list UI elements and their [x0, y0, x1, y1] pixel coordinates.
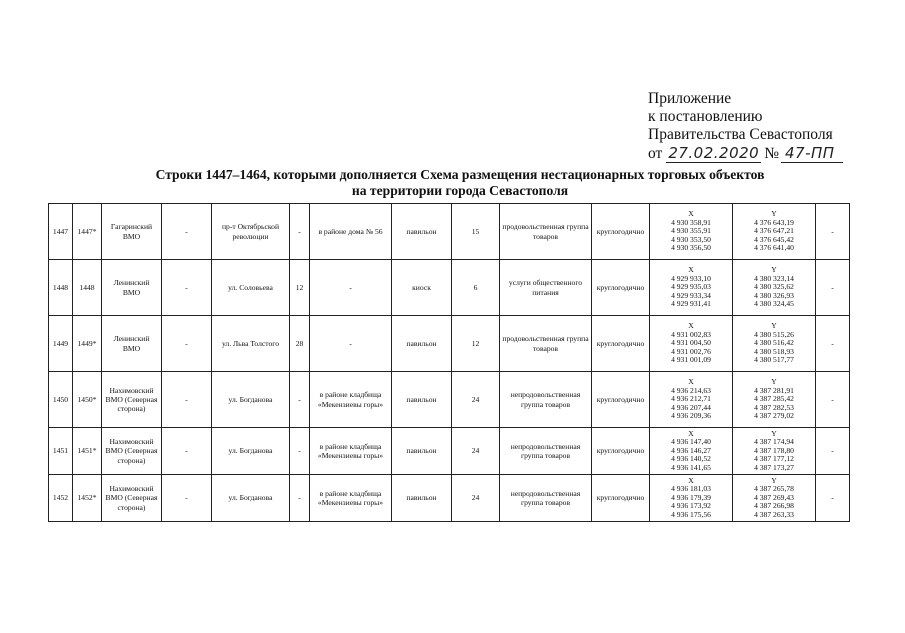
period-cell: круглогодично	[592, 204, 650, 260]
y-coordinate-value: 4 387 282,53	[754, 402, 794, 412]
y-coordinates-cell	[733, 316, 816, 372]
period-cell: круглогодично	[592, 372, 650, 428]
y-coordinate-value: 4 387 266,98	[754, 501, 794, 511]
note-cell: -	[816, 475, 850, 522]
specialization-cell: продовольственная группа товаров	[500, 204, 592, 260]
empty-column-cell: -	[162, 204, 212, 260]
note-cell: -	[816, 204, 850, 260]
table-row	[49, 475, 850, 522]
location-cell: в районе кладбища «Мекензиевы горы»	[310, 475, 392, 522]
street-cell: пр-т Октябрьской революции	[212, 204, 290, 260]
specialization-cell: непродовольственная группа товаров	[500, 428, 592, 475]
object-id-cell: 1448	[73, 260, 102, 316]
handwritten-number: 47-ПП	[781, 144, 843, 163]
appendix-date-line	[648, 144, 843, 163]
date-prefix: от	[648, 145, 663, 162]
x-coordinate-value: 4 936 209,36	[671, 411, 711, 421]
objects-table	[48, 203, 850, 522]
area-cell: 12	[452, 316, 500, 372]
note-cell: -	[816, 260, 850, 316]
y-coordinates-cell	[733, 428, 816, 475]
table-row	[49, 204, 850, 260]
note-cell: -	[816, 428, 850, 475]
note-cell: -	[816, 372, 850, 428]
y-coordinate-value: 4 387 265,78	[754, 484, 794, 494]
location-cell: в районе кладбища «Мекензиевы горы»	[310, 372, 392, 428]
street-cell: ул. Богданова	[212, 372, 290, 428]
house-number-cell: -	[290, 204, 310, 260]
x-coordinates-cell	[650, 428, 733, 475]
document-title	[120, 167, 800, 199]
house-number-cell: 28	[290, 316, 310, 372]
x-coordinates-cell	[650, 372, 733, 428]
period-cell: круглогодично	[592, 475, 650, 522]
x-coordinates-cell	[650, 316, 733, 372]
empty-column-cell: -	[162, 428, 212, 475]
row-number-cell: 1449	[49, 316, 73, 372]
title-line-1: Строки 1447–1464, которыми дополняется Схема размещения нестационарных торговых объектов	[155, 167, 765, 182]
x-coordinate-value: 4 931 002,83	[671, 329, 711, 339]
area-cell: 6	[452, 260, 500, 316]
x-coordinate-value: 4 929 933,34	[671, 290, 711, 300]
appendix-line-2: к постановлению	[648, 108, 763, 125]
x-coordinate-label: X	[688, 265, 694, 275]
house-number-cell: -	[290, 372, 310, 428]
x-coordinate-value: 4 936 140,52	[671, 454, 711, 464]
x-coordinate-value: 4 936 175,56	[671, 509, 711, 519]
y-coordinate-value: 4 387 269,43	[754, 492, 794, 502]
location-cell: -	[310, 316, 392, 372]
title-line-2: на территории города Севастополя	[351, 183, 569, 198]
district-cell: Ленинский ВМО	[102, 260, 162, 316]
area-cell: 15	[452, 204, 500, 260]
y-coordinate-label: Y	[771, 428, 777, 438]
empty-column-cell: -	[162, 316, 212, 372]
object-id-cell: 1447*	[73, 204, 102, 260]
x-coordinates-cell	[650, 260, 733, 316]
y-coordinate-label: Y	[771, 265, 777, 275]
appendix-line-1: Приложение	[648, 90, 732, 107]
y-coordinates-cell	[733, 204, 816, 260]
y-coordinates-cell	[733, 260, 816, 316]
y-coordinate-value: 4 380 323,14	[754, 273, 794, 283]
location-cell: -	[310, 260, 392, 316]
location-cell: в районе дома № 56	[310, 204, 392, 260]
object-type-cell: павильон	[392, 372, 452, 428]
appendix-line-3: Правительства Севастополя	[648, 126, 833, 143]
x-coordinate-value: 4 936 146,27	[671, 445, 711, 455]
x-coordinate-value: 4 936 179,39	[671, 492, 711, 502]
district-cell: Нахимовский ВМО (Северная сторона)	[102, 428, 162, 475]
y-coordinate-value: 4 387 173,27	[754, 462, 794, 472]
street-cell: ул. Богданова	[212, 428, 290, 475]
x-coordinate-value: 4 936 207,44	[671, 402, 711, 412]
y-coordinate-value: 4 387 281,91	[754, 385, 794, 395]
row-number-cell: 1450	[49, 372, 73, 428]
y-coordinates-cell	[733, 475, 816, 522]
location-cell: в районе кладбища «Мекензиевы горы»	[310, 428, 392, 475]
period-cell: круглогодично	[592, 260, 650, 316]
x-coordinate-value: 4 936 141,65	[671, 462, 711, 472]
area-cell: 24	[452, 428, 500, 475]
y-coordinate-value: 4 376 643,19	[754, 217, 794, 227]
house-number-cell: 12	[290, 260, 310, 316]
x-coordinate-value: 4 931 004,50	[671, 338, 711, 348]
specialization-cell: продовольственная группа товаров	[500, 316, 592, 372]
x-coordinates-cell	[650, 204, 733, 260]
appendix-block	[648, 90, 843, 163]
x-coordinate-value: 4 931 002,76	[671, 346, 711, 356]
x-coordinate-value: 4 930 353,50	[671, 234, 711, 244]
street-cell: ул. Богданова	[212, 475, 290, 522]
x-coordinate-value: 4 929 933,10	[671, 273, 711, 283]
y-coordinate-value: 4 380 518,93	[754, 346, 794, 356]
y-coordinate-label: Y	[771, 475, 777, 485]
object-id-cell: 1452*	[73, 475, 102, 522]
x-coordinate-value: 4 930 356,50	[671, 243, 711, 253]
object-type-cell: павильон	[392, 204, 452, 260]
x-coordinate-value: 4 929 931,41	[671, 299, 711, 309]
table-row	[49, 372, 850, 428]
x-coordinates-cell	[650, 475, 733, 522]
x-coordinate-value: 4 936 214,63	[671, 385, 711, 395]
street-cell: ул. Соловьева	[212, 260, 290, 316]
empty-column-cell: -	[162, 475, 212, 522]
y-coordinate-value: 4 376 645,42	[754, 234, 794, 244]
specialization-cell: непродовольственная группа товаров	[500, 475, 592, 522]
y-coordinate-value: 4 387 279,02	[754, 411, 794, 421]
area-cell: 24	[452, 372, 500, 428]
district-cell: Нахимовский ВМО (Северная сторона)	[102, 372, 162, 428]
row-number-cell: 1452	[49, 475, 73, 522]
object-id-cell: 1451*	[73, 428, 102, 475]
y-coordinate-value: 4 380 324,45	[754, 299, 794, 309]
number-label: №	[764, 145, 780, 162]
x-coordinate-value: 4 936 173,92	[671, 501, 711, 511]
y-coordinate-value: 4 387 177,12	[754, 454, 794, 464]
y-coordinate-label: Y	[771, 377, 777, 387]
x-coordinate-label: X	[688, 209, 694, 219]
x-coordinate-value: 4 930 358,91	[671, 217, 711, 227]
x-coordinate-value: 4 936 212,71	[671, 394, 711, 404]
y-coordinate-value: 4 376 641,40	[754, 243, 794, 253]
y-coordinate-value: 4 376 647,21	[754, 226, 794, 236]
x-coordinate-value: 4 936 181,03	[671, 484, 711, 494]
note-cell: -	[816, 316, 850, 372]
y-coordinate-value: 4 387 178,80	[754, 445, 794, 455]
table-row	[49, 428, 850, 475]
period-cell: круглогодично	[592, 316, 650, 372]
y-coordinate-value: 4 380 515,26	[754, 329, 794, 339]
y-coordinates-cell	[733, 372, 816, 428]
object-type-cell: павильон	[392, 316, 452, 372]
object-id-cell: 1450*	[73, 372, 102, 428]
x-coordinate-label: X	[688, 428, 694, 438]
x-coordinate-value: 4 929 935,03	[671, 282, 711, 292]
x-coordinate-value: 4 931 001,09	[671, 355, 711, 365]
district-cell: Ленинский ВМО	[102, 316, 162, 372]
table-row	[49, 316, 850, 372]
y-coordinate-value: 4 380 516,42	[754, 338, 794, 348]
y-coordinate-value: 4 387 174,94	[754, 437, 794, 447]
x-coordinate-value: 4 936 147,40	[671, 437, 711, 447]
object-type-cell: павильон	[392, 428, 452, 475]
street-cell: ул. Льва Толстого	[212, 316, 290, 372]
x-coordinate-label: X	[688, 321, 694, 331]
object-type-cell: киоск	[392, 260, 452, 316]
y-coordinate-value: 4 380 325,62	[754, 282, 794, 292]
empty-column-cell: -	[162, 260, 212, 316]
row-number-cell: 1448	[49, 260, 73, 316]
row-number-cell: 1447	[49, 204, 73, 260]
house-number-cell: -	[290, 475, 310, 522]
table-row	[49, 260, 850, 316]
handwritten-date: 27.02.2020	[668, 144, 760, 162]
y-coordinate-value: 4 380 326,93	[754, 290, 794, 300]
y-coordinate-label: Y	[771, 321, 777, 331]
y-coordinate-value: 4 380 517,77	[754, 355, 794, 365]
house-number-cell: -	[290, 428, 310, 475]
y-coordinate-value: 4 387 263,33	[754, 509, 794, 519]
y-coordinate-value: 4 387 285,42	[754, 394, 794, 404]
y-coordinate-label: Y	[771, 209, 777, 219]
empty-column-cell: -	[162, 372, 212, 428]
x-coordinate-label: X	[688, 475, 694, 485]
x-coordinate-label: X	[688, 377, 694, 387]
object-id-cell: 1449*	[73, 316, 102, 372]
x-coordinate-value: 4 930 355,91	[671, 226, 711, 236]
district-cell: Гагаринский ВМО	[102, 204, 162, 260]
area-cell: 24	[452, 475, 500, 522]
specialization-cell: непродовольственная группа товаров	[500, 372, 592, 428]
row-number-cell: 1451	[49, 428, 73, 475]
object-type-cell: павильон	[392, 475, 452, 522]
district-cell: Нахимовский ВМО (Северная сторона)	[102, 475, 162, 522]
period-cell: круглогодично	[592, 428, 650, 475]
specialization-cell: услуги общественного питания	[500, 260, 592, 316]
